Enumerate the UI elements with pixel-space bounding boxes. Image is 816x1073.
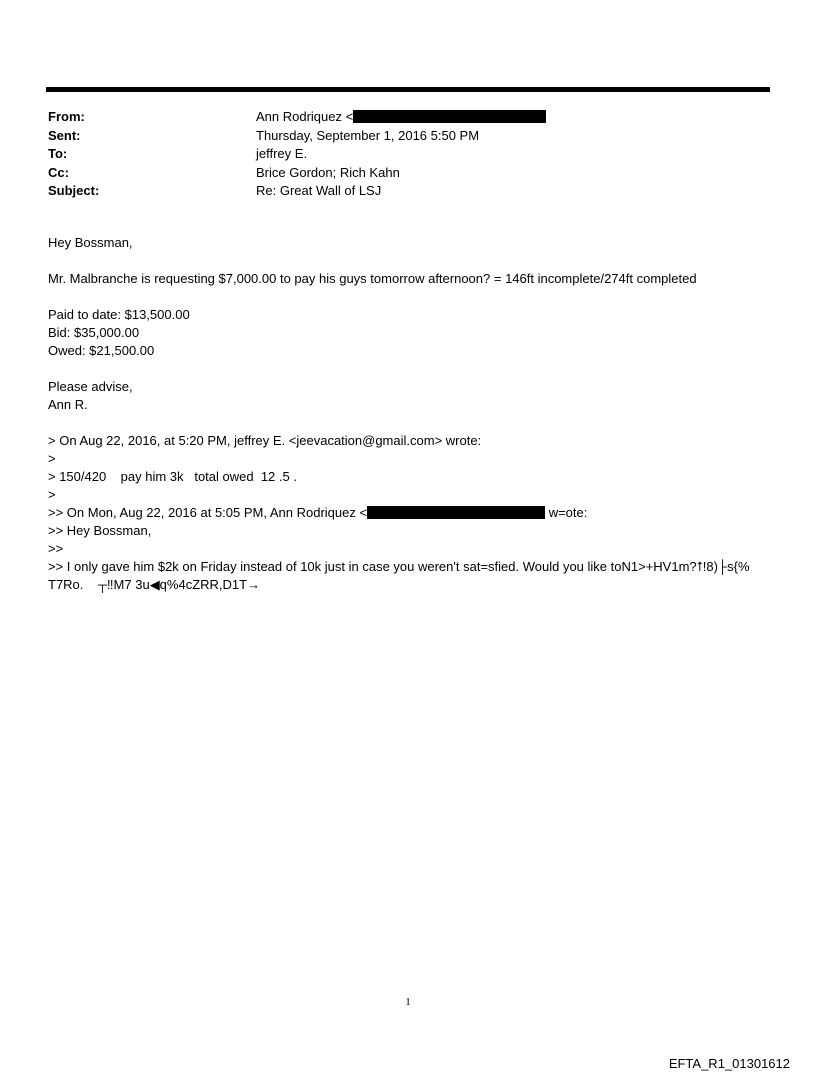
from-row [48, 108, 768, 127]
cc-value: Brice Gordon; Rich Kahn [256, 164, 400, 180]
subject-value: Re: Great Wall of LSJ [256, 183, 382, 198]
to-label: To: [48, 146, 68, 161]
email-body [48, 234, 778, 594]
bid-line: Bid: $35,000.00 [48, 325, 140, 340]
header-rule [46, 87, 770, 92]
to-value: jeffrey E. [256, 146, 308, 161]
quote-attribution-end: w=ote: [545, 505, 588, 520]
paid-line: Paid to date: $13,500.00 [48, 307, 190, 322]
redaction-bar [367, 506, 545, 519]
sent-label: Sent: [48, 127, 81, 143]
quote-line: >> I only gave him $2k on Friday instead of 10k just in case you weren't sat=sfied. Would you like toN1>+HV1m?⭡!8)├s{% [48, 559, 750, 574]
quote-line [48, 504, 778, 522]
from-name: Ann Rodriquez < [256, 109, 354, 124]
cc-label: Cc: [48, 164, 69, 180]
quote-line: >> [48, 541, 64, 556]
quote-attribution: >> On Mon, Aug 22, 2016 at 5:05 PM, Ann Rodriquez < [48, 505, 368, 520]
sent-value: Thursday, September 1, 2016 5:50 PM [256, 127, 480, 143]
advise-line: Please advise, [48, 379, 133, 394]
quote-line: > 150/420 pay him 3k total owed 12 .5 . [48, 469, 297, 484]
sent-row [48, 127, 768, 146]
subject-label: Subject: [48, 183, 100, 198]
quote-line: > [48, 487, 56, 502]
quote-line: > [48, 451, 56, 466]
from-label: From: [48, 109, 85, 124]
request-line: Mr. Malbranche is requesting $7,000.00 to pay his guys tomorrow afternoon? = 146ft incomplete/274ft completed [48, 271, 697, 286]
to-row [48, 145, 768, 164]
owed-line: Owed: $21,500.00 [48, 343, 155, 358]
redaction-bar [353, 110, 546, 123]
document-id: EFTA_R1_01301612 [668, 1056, 790, 1071]
subject-row [48, 182, 768, 201]
email-header [48, 108, 768, 201]
quote-line: T7Ro. ┬‼M7 3u◀q%4cZRR,D1T→ [48, 577, 261, 592]
quote-line: > On Aug 22, 2016, at 5:20 PM, jeffrey E. <jeevacation@gmail.com> wrote: [48, 433, 482, 448]
signature: Ann R. [48, 397, 88, 412]
quote-line: >> Hey Bossman, [48, 523, 152, 538]
page-number: 1 [405, 996, 411, 1008]
cc-row [48, 164, 768, 183]
from-value [256, 108, 768, 127]
greeting: Hey Bossman, [48, 235, 133, 250]
